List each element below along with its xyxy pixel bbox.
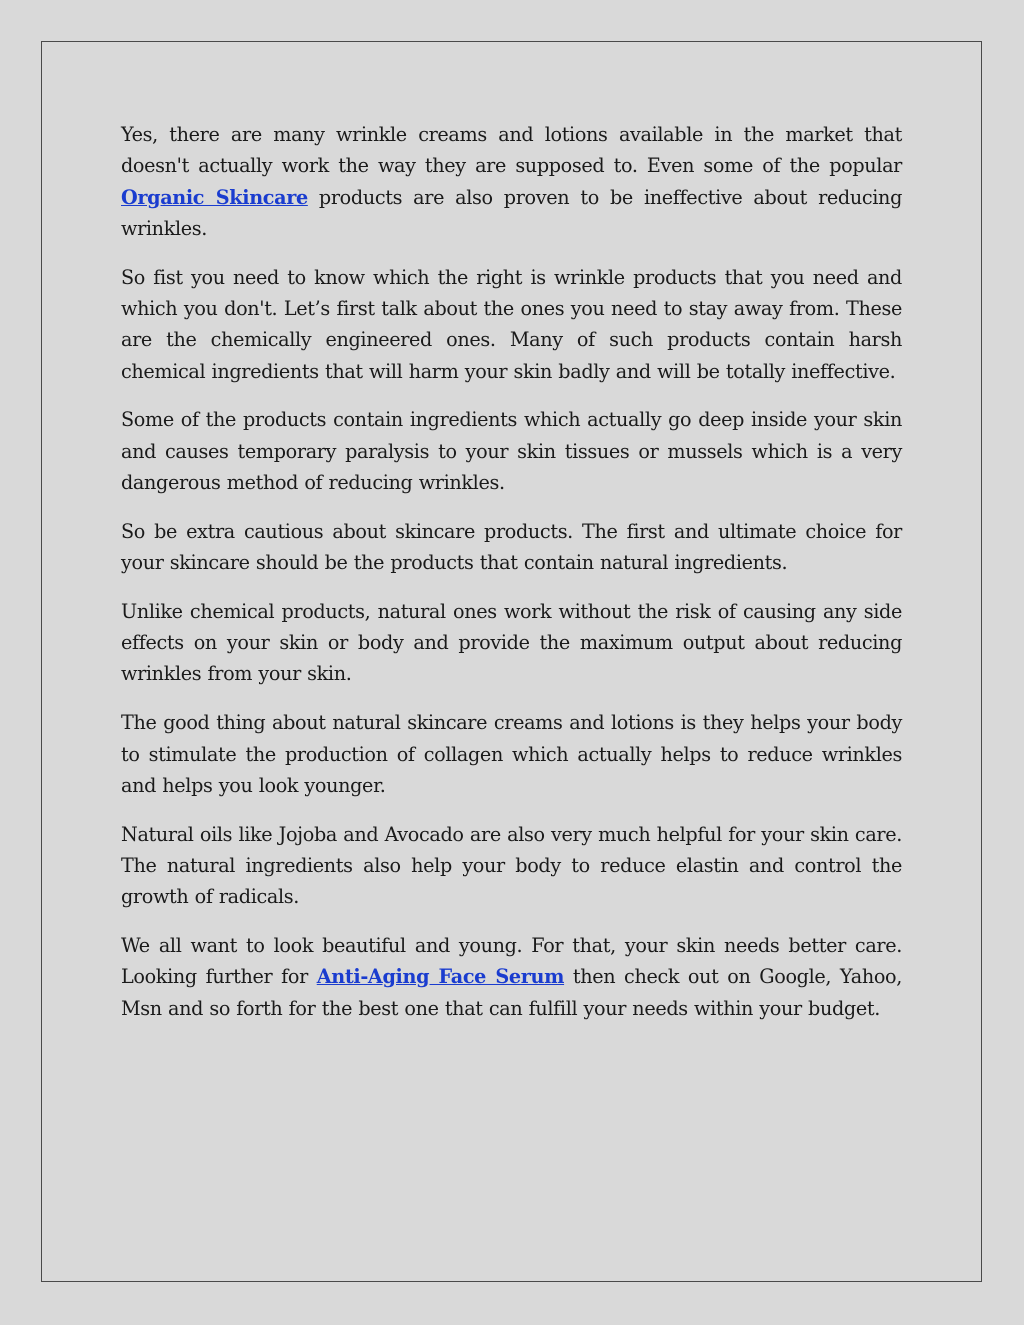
article-body — [121, 119, 902, 1041]
paragraph-chemical-products: So fist you need to know which the right is wrinkle products that you need and which you don't. Let’s first talk about the ones you need to stay away from. These are the chemically engineered ones. Many of such products contain harsh chemical ingredients that will harm your skin badly and will be totally ineffective. — [121, 265, 902, 383]
paragraph-conclusion-text-after: then check out on Google, Yahoo, Msn and so forth for the best one that can fulfill your needs within your budget. — [121, 965, 903, 1020]
paragraph-natural-benefits: Unlike chemical products, natural ones work without the risk of causing any side effects on your skin or body and provide the maximum output about reducing wrinkles from your skin. — [121, 599, 902, 686]
paragraph-intro-text-before: Yes, there are many wrinkle creams and lotions available in the market that doesn't actually work the way they are supposed to. Even some of the popular — [121, 123, 902, 178]
paragraph-conclusion-text-before: We all want to look beautiful and young. For that, your skin needs better care. Looking further for — [121, 934, 902, 989]
paragraph-natural-oils: Natural oils like Jojoba and Avocado are also very much helpful for your skin care. The natural ingredients also help your body to reduce elastin and control the growth of radicals. — [121, 822, 902, 909]
paragraph-collagen: The good thing about natural skincare creams and lotions is they helps your body to stimulate the production of collagen which actually helps to reduce wrinkles and helps you look younger. — [121, 711, 902, 797]
paragraph-intro-text-after: products are also proven to be ineffective about reducing wrinkles. — [121, 185, 902, 240]
paragraph-caution: So be extra cautious about skincare products. The first and ultimate choice for your skincare should be the products that contain natural ingredients. — [121, 519, 902, 575]
paragraph-conclusion — [121, 930, 902, 1024]
organic-skincare-link[interactable]: Organic Skincare — [121, 185, 308, 209]
paragraph-paralysis-warning: Some of the products contain ingredients which actually go deep inside your skin and causes temporary paralysis to your skin tissues or mussels which is a very dangerous method of reducing wrinkles. — [121, 408, 902, 494]
paragraph-intro — [121, 119, 902, 244]
anti-aging-face-serum-link[interactable]: Anti-Aging Face Serum — [316, 965, 565, 989]
